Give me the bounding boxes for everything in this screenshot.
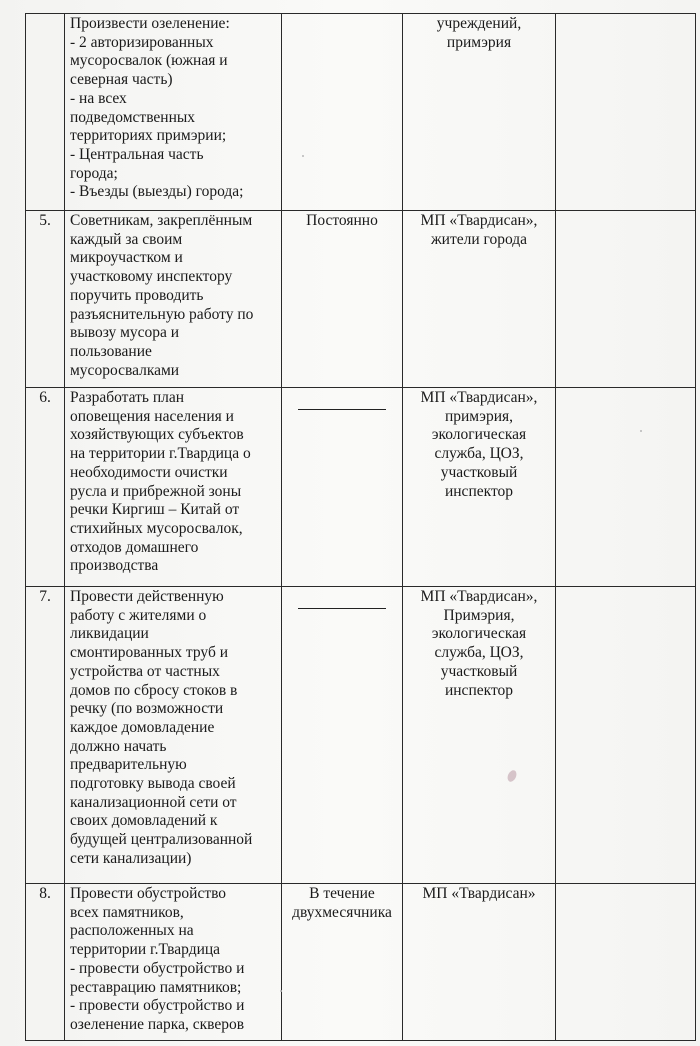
action-line: участковому инспектору: [70, 268, 233, 286]
action-line: мусоросвалок (южная и: [70, 52, 228, 70]
row-number: 8.: [26, 884, 65, 1041]
action-line: стихийных мусоросвалок,: [70, 519, 243, 537]
responsible-line: МП «Твардисан»,: [420, 212, 538, 229]
action-line: - провести обустройство и: [70, 959, 245, 977]
action-cell: [65, 14, 282, 211]
action-line: - Центральная часть: [70, 145, 204, 163]
action-line: будущей централизованной: [70, 831, 253, 849]
row-number: 6.: [26, 388, 65, 587]
note-cell: [556, 587, 696, 884]
action-line: озеленение парка, скверов: [70, 1015, 245, 1033]
action-line: своих домовладений к: [70, 812, 218, 830]
term-line: двухмесячника: [292, 903, 392, 921]
term-cell: [282, 14, 403, 211]
action-line: канализационной сети от: [70, 793, 237, 811]
action-line: реставрацию памятников;: [70, 978, 242, 996]
table-row: [26, 211, 696, 388]
action-line: должно начать: [70, 737, 167, 755]
action-line: Провести обустройство: [70, 885, 227, 902]
action-line: всех памятников,: [70, 903, 184, 921]
row-number: 5.: [26, 211, 65, 388]
action-line: отходов домашнего: [70, 538, 199, 556]
action-line: территориях примэрии;: [70, 127, 227, 145]
action-line: микроучастком и: [70, 249, 183, 267]
responsible-line: МП «Твардисан»: [422, 885, 536, 902]
action-line: устройства от частных: [70, 662, 220, 680]
action-line: северная часть): [70, 71, 173, 89]
responsible-line: МП «Твардисан»,: [420, 389, 538, 406]
responsible-line: жители города: [430, 230, 528, 248]
action-line: сети канализации): [70, 849, 192, 867]
responsible-line: участковый: [440, 463, 518, 481]
term-dash-line: [298, 608, 386, 609]
action-line: каждое домовладение: [70, 718, 215, 736]
term-cell: [282, 211, 403, 388]
responsible-line: МП «Твардисан»,: [420, 588, 538, 605]
action-line: Советникам, закреплённым: [70, 212, 253, 229]
responsible-line: экологическая: [431, 426, 527, 444]
scan-speck: [302, 155, 304, 157]
responsible-line: экологическая: [431, 625, 527, 643]
action-line: пользование: [70, 342, 152, 360]
action-line: необходимости очистки: [70, 463, 228, 481]
term-line: Постоянно: [306, 212, 378, 229]
action-line: домов по сбросу стоков в: [70, 681, 238, 699]
action-line: вывозу мусора и: [70, 324, 180, 342]
responsible-line: Примэрия,: [443, 606, 515, 624]
term-cell: [282, 388, 403, 587]
responsible-line: инспектор: [444, 482, 514, 500]
scan-speck: [640, 430, 642, 432]
action-line: - на всех: [70, 89, 127, 107]
action-line: мусоросвалками: [70, 361, 180, 379]
action-line: - 2 авторизированных: [70, 33, 214, 51]
action-line: города;: [70, 164, 118, 182]
responsible-line: примэрия,: [444, 407, 514, 425]
action-line: работу с жителями о: [70, 606, 207, 624]
table-row: [26, 587, 696, 884]
action-line: на территории г.Твардица о: [70, 445, 251, 463]
term-line: В течение: [309, 885, 375, 902]
action-line: территории г.Твардица: [70, 941, 221, 959]
action-line: ликвидации: [70, 625, 149, 643]
action-line: подведомственных: [70, 108, 196, 126]
action-line: Разработать план: [70, 389, 185, 406]
responsible-cell: [403, 884, 556, 1041]
responsible-line: примэрия: [446, 33, 512, 51]
action-line: расположенных на: [70, 922, 194, 940]
action-line: предварительную: [70, 756, 187, 774]
responsible-line: служба, ЦОЗ,: [434, 445, 524, 463]
responsible-cell: [403, 14, 556, 211]
note-cell: [556, 388, 696, 587]
row-number: 7.: [26, 587, 65, 884]
action-cell: [65, 884, 282, 1041]
row-number: [26, 14, 65, 211]
action-line: оповещения населения и: [70, 407, 234, 425]
action-line: производства: [70, 557, 159, 575]
responsible-line: служба, ЦОЗ,: [434, 644, 524, 662]
responsible-cell: [403, 587, 556, 884]
action-line: хозяйствующих субъектов: [70, 426, 244, 444]
responsible-line: участковый: [440, 662, 518, 680]
action-line: - провести обустройство и: [70, 997, 245, 1015]
action-line: подготовку вывода своей: [70, 775, 236, 793]
term-dash-line: [298, 409, 386, 410]
table-row: [26, 884, 696, 1041]
action-line: каждый за своим: [70, 230, 183, 248]
action-line: русла и прибрежной зоны: [70, 482, 242, 500]
note-cell: [556, 211, 696, 388]
action-line: - Въезды (выезды) города;: [70, 183, 244, 201]
action-cell: [65, 587, 282, 884]
action-line: смонтированных труб и: [70, 644, 229, 662]
action-line: поручить проводить: [70, 286, 204, 304]
note-cell: [556, 14, 696, 211]
responsible-cell: [403, 211, 556, 388]
action-cell: [65, 211, 282, 388]
note-cell: [556, 884, 696, 1041]
action-plan-table: [25, 13, 696, 1041]
action-line: Произвести озеленение:: [70, 15, 230, 32]
responsible-line: инспектор: [444, 681, 514, 699]
action-line: речку (по возможности: [70, 700, 224, 718]
scan-speck: [280, 990, 282, 992]
responsible-cell: [403, 388, 556, 587]
term-cell: [282, 587, 403, 884]
table-row: [26, 388, 696, 587]
action-line: разъяснительную работу по: [70, 305, 254, 323]
action-cell: [65, 388, 282, 587]
term-cell: [282, 884, 403, 1041]
responsible-line: учреждений,: [436, 15, 522, 32]
action-line: Провести действенную: [70, 588, 224, 605]
table-row: [26, 14, 696, 211]
action-line: речки Киргиш – Китай от: [70, 501, 240, 519]
